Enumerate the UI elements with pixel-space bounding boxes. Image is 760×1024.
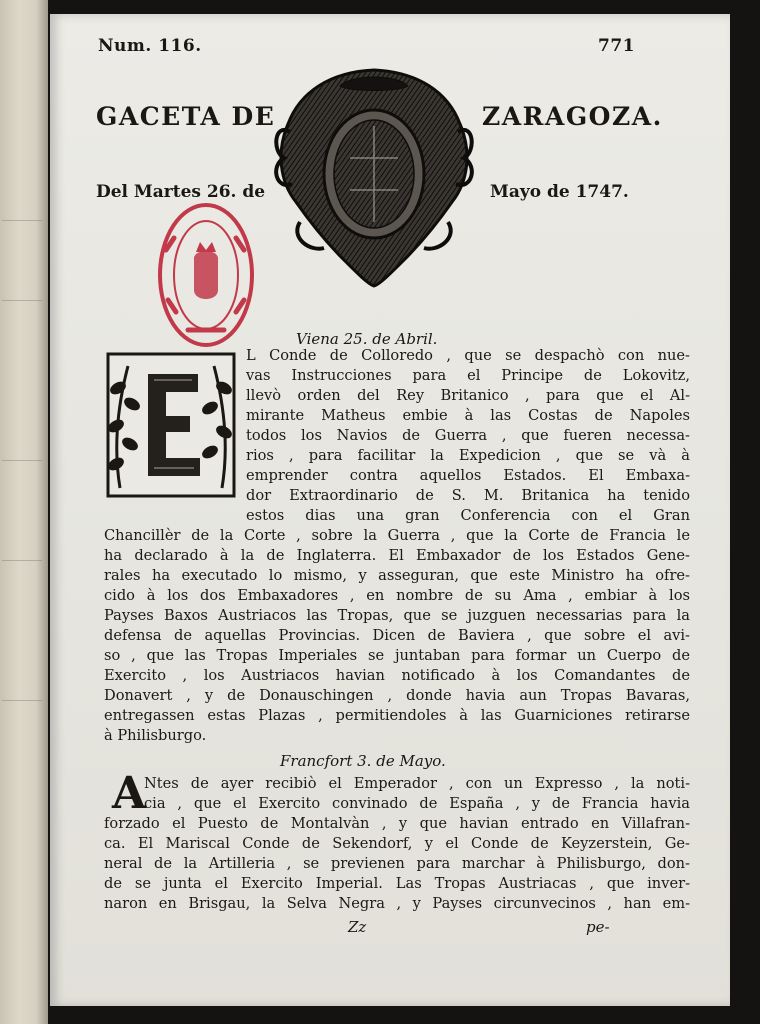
article-1-line: entregassen estas Plazas , permitiendoles à las Guarniciones retirarse (104, 707, 690, 724)
article-1-line: Chancillèr de la Corte , sobre la Guerra , que la Corte de Francia le (104, 527, 690, 544)
catchword: pe- (586, 918, 610, 936)
issue-date-right: Mayo de 1747. (490, 182, 629, 202)
article-2-line: Ntes de ayer recibiò el Emperador , con un Expresso , la noti- (144, 775, 690, 792)
article-1-line: L Conde de Colloredo , que se despachò con nue- (246, 347, 690, 364)
article-1-line: emprender contra aquellos Estados. El Embaxa- (246, 467, 690, 484)
article-1-line: todos los Navios de Guerra , que fueren necessa- (246, 427, 690, 444)
article-1-line: vas Instrucciones para el Principe de Lokovitz, (246, 367, 690, 384)
article-2-line: ca. El Mariscal Conde de Sekendorf, y el Conde de Keyzerstein, Ge- (104, 835, 690, 852)
library-stamp (156, 200, 256, 350)
article-2-line: forzado el Puesto de Montalvàn , y que havian entrado en Villafran- (104, 815, 690, 832)
article-1-line: mirante Matheus embie à las Costas de Napoles (246, 407, 690, 424)
newspaper-page (50, 14, 730, 1006)
article-1-line: llevò orden del Rey Britanico , para que el Al- (246, 387, 690, 404)
article-1-line: rales ha executado lo mismo, y asseguran, que este Ministro ha ofre- (104, 567, 690, 584)
article-1-line: Payses Baxos Austriacos las Tropas, que se juzguen necessarias para la (104, 607, 690, 624)
article-1-line: rios , para facilitar la Expedicion , que se và à (246, 447, 690, 464)
article-2-dateline: Francfort 3. de Mayo. (280, 752, 446, 770)
article-1-line: defensa de aquellas Provincias. Dicen de Baviera , que sobre el avi- (104, 627, 690, 644)
issue-number: Num. 116. (98, 36, 202, 56)
signature-mark: Zz (348, 918, 367, 936)
article-1-line: ha declarado à la de Inglaterra. El Embaxador de los Estados Gene- (104, 547, 690, 564)
article-2-line: naron en Brisgau, la Selva Negra , y Payses circunvecinos , han em- (104, 895, 690, 912)
issue-date-left: Del Martes 26. de (96, 182, 266, 202)
article-1-line: dor Extraordinario de S. M. Britanica ha tenido (246, 487, 690, 504)
article-1-dateline: Viena 25. de Abril. (296, 330, 438, 348)
article-1-line: cido à los dos Embaxadores , en nombre de su Ama , embiar à los (104, 587, 690, 604)
drop-cap-a: A (112, 768, 147, 819)
masthead-title-left: GACETA DE (96, 102, 276, 131)
article-1-line: à Philisburgo. (104, 727, 207, 744)
article-2-line: neral de la Artilleria , se previenen para marchar à Philisburgo, don- (104, 855, 690, 872)
previous-page-edge (0, 0, 48, 1024)
coat-of-arms-crest (270, 62, 478, 288)
article-1-line: estos dias una gran Conferencia con el Gran (246, 507, 690, 524)
page-number: 771 (598, 36, 635, 56)
article-2-line: de se junta el Exercito Imperial. Las Tropas Austriacas , que inver- (104, 875, 690, 892)
article-2-line: cia , que el Exercito convinado de España , y de Francia havia (144, 795, 690, 812)
masthead-title-right: ZARAGOZA. (482, 102, 663, 131)
article-1-line: Donavert , y de Donauschingen , donde havia aun Tropas Bavaras, (104, 687, 690, 704)
article-1-line: Exercito , los Austriacos havian notificado à los Comandantes de (104, 667, 690, 684)
article-1-line: so , que las Tropas Imperiales se juntaban para formar un Cuerpo de (104, 647, 690, 664)
decorative-initial-e (106, 352, 236, 498)
